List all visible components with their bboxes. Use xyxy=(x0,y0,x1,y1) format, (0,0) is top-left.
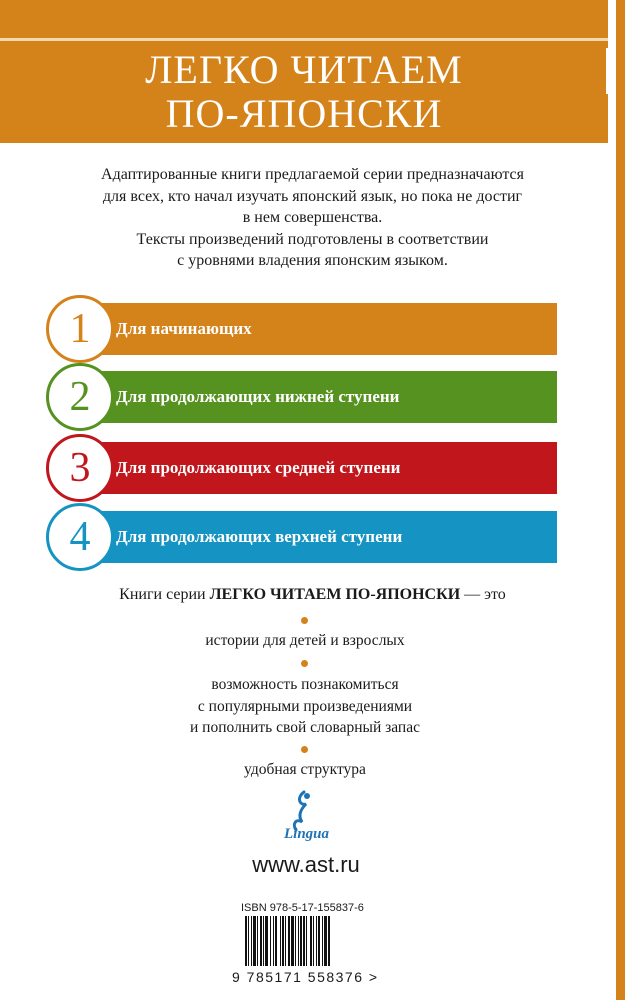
feature-line: с популярными произведениями xyxy=(197,697,413,715)
bullet-dot xyxy=(301,746,308,753)
lingua-logo xyxy=(270,788,340,844)
series-title-line1: ЛЕГКО ЧИТАЕМ xyxy=(145,47,463,92)
barcode-bar xyxy=(280,916,281,966)
level-label: Для продолжающих средней ступени xyxy=(116,458,401,477)
intro-text xyxy=(60,164,565,272)
level-label: Для продолжающих верхней ступени xyxy=(116,527,403,546)
barcode-bar xyxy=(318,916,320,966)
barcode-bar xyxy=(285,916,286,966)
feature-line: возможность познакомиться xyxy=(211,676,399,693)
barcode-bar xyxy=(282,916,284,966)
barcode-bar xyxy=(328,916,330,966)
feature-line: истории для детей и взрослых xyxy=(205,632,405,649)
barcode-bar xyxy=(313,916,314,966)
barcode-bar xyxy=(253,916,256,966)
banner-rule xyxy=(0,38,608,41)
feature-item xyxy=(100,674,510,739)
intro-line: в нем совершенства. xyxy=(242,209,383,226)
barcode-bar xyxy=(248,916,249,966)
level-number-circle: 4 xyxy=(46,503,114,571)
logo-text: Lingua xyxy=(284,826,330,842)
series-statement xyxy=(0,586,625,604)
barcode-bar xyxy=(273,916,274,966)
barcode-bar xyxy=(245,916,247,966)
barcode-bar xyxy=(324,916,327,966)
level-number-circle: 1 xyxy=(46,295,114,363)
barcode-bar xyxy=(303,916,305,966)
barcode-bar xyxy=(270,916,271,966)
level-2 xyxy=(46,363,557,431)
bullet-dot xyxy=(301,617,308,624)
website-link[interactable]: www.ast.ru xyxy=(252,852,360,877)
level-1 xyxy=(46,295,557,363)
feature-line: и пополнить свой словарный запас xyxy=(190,719,420,736)
side-stripe xyxy=(616,0,625,1000)
barcode-bar xyxy=(306,916,307,966)
barcode-bar xyxy=(298,916,299,966)
series-prefix: Книги серии xyxy=(119,586,210,603)
barcode-bar xyxy=(288,916,290,966)
bullet-dot xyxy=(301,660,308,667)
side-notch xyxy=(606,48,616,94)
feature-item xyxy=(100,759,510,781)
barcode-bar xyxy=(263,916,264,966)
barcode-bar xyxy=(275,916,277,966)
barcode-bar xyxy=(260,916,262,966)
barcode-bar xyxy=(265,916,268,966)
barcode-bar xyxy=(300,916,302,966)
level-number-circle: 3 xyxy=(46,434,114,502)
feature-item xyxy=(100,630,510,652)
barcode-bar xyxy=(310,916,312,966)
intro-line: Тексты произведений подготовлены в соответствии xyxy=(136,230,489,248)
level-3 xyxy=(46,434,557,502)
isbn-label: ISBN 978-5-17-155837-6 xyxy=(241,902,364,914)
barcode-bar xyxy=(295,916,296,966)
barcode-bar xyxy=(291,916,294,966)
intro-line: Адаптированные книги предлагаемой серии предназначаются xyxy=(101,166,524,183)
level-label: Для начинающих xyxy=(116,319,252,338)
barcode-bar xyxy=(251,916,252,966)
intro-line: для всех, кто начал изучать японский язык, но пока не достиг xyxy=(102,187,523,205)
barcode-bar xyxy=(257,916,258,966)
isbn-digits: 9 785171 558376 > xyxy=(232,969,379,985)
series-suffix: — это xyxy=(460,586,506,603)
barcode xyxy=(243,916,363,966)
barcode-bar xyxy=(316,916,317,966)
intro-line: с уровнями владения японским языком. xyxy=(177,252,448,269)
feature-line: удобная структура xyxy=(244,761,366,778)
level-label: Для продолжающих нижней ступени xyxy=(116,387,400,406)
series-name: ЛЕГКО ЧИТАЕМ ПО-ЯПОНСКИ xyxy=(209,586,461,603)
barcode-bar xyxy=(322,916,323,966)
level-number-circle: 2 xyxy=(46,363,114,431)
series-title-line2: ПО-ЯПОНСКИ xyxy=(165,91,443,136)
level-4 xyxy=(46,503,557,571)
